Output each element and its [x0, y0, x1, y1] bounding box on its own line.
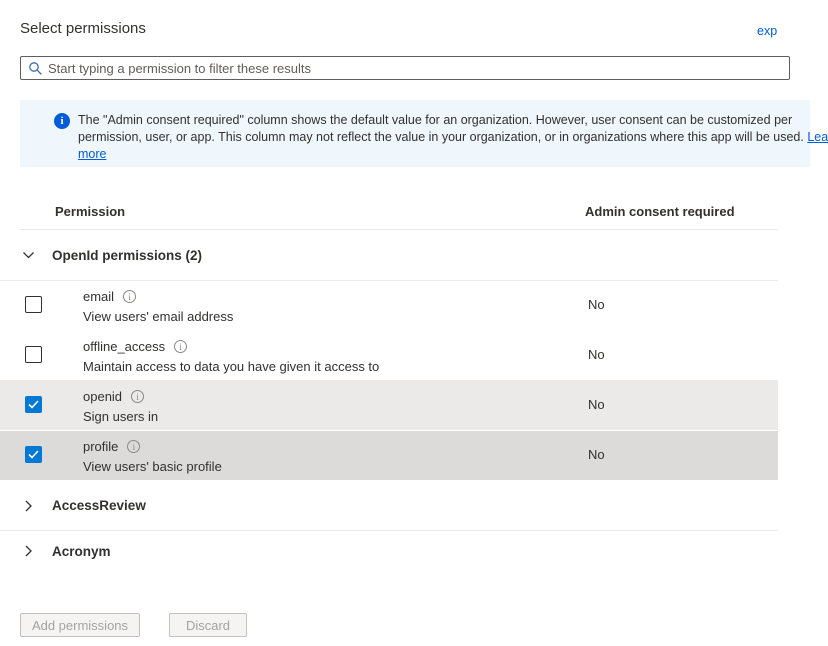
chevron-down-icon[interactable] — [22, 249, 35, 262]
page-title: Select permissions — [20, 20, 146, 37]
permission-name: offline_access — [83, 339, 166, 354]
info-icon: i — [54, 113, 70, 129]
search-icon — [28, 61, 42, 75]
permission-name: email — [83, 289, 115, 304]
discard-button[interactable]: Discard — [169, 613, 247, 637]
learn-more-link-wrap[interactable]: more — [78, 147, 107, 161]
offline-access-checkbox[interactable] — [25, 346, 42, 363]
banner-text-line2: permission, user, or app. This column may not reflect the value in your organization, or in organizations where this app will be used. Lea — [78, 130, 828, 144]
column-header-permission: Permission — [55, 204, 126, 219]
permission-name-row — [83, 389, 144, 404]
permission-description: Sign users in — [83, 409, 159, 424]
permission-description: View users' basic profile — [83, 459, 222, 474]
permission-row-openid[interactable] — [0, 381, 778, 431]
admin-consent-value: No — [588, 347, 605, 362]
group-label: AccessReview — [52, 498, 146, 513]
permission-description: View users' email address — [83, 309, 234, 324]
permission-name-row — [83, 439, 140, 454]
group-row-openid-permissions[interactable] — [0, 230, 778, 281]
permission-description: Maintain access to data you have given it access to — [83, 359, 380, 374]
admin-consent-value: No — [588, 297, 605, 312]
banner-text-line1: The "Admin consent required" column shows the default value for an organization. However, user consent can be customized per — [78, 113, 793, 127]
info-tooltip-icon[interactable]: i — [123, 290, 136, 303]
chevron-right-icon[interactable] — [22, 545, 35, 558]
permission-row-email[interactable] — [0, 281, 778, 331]
info-tooltip-icon[interactable]: i — [174, 340, 187, 353]
permission-name-row — [83, 339, 187, 354]
banner-text-line3 — [78, 146, 802, 163]
learn-more-link[interactable]: Lea — [807, 130, 828, 144]
permission-list — [0, 230, 778, 560]
permission-name: openid — [83, 389, 123, 404]
search-input[interactable] — [48, 58, 789, 78]
permission-row-profile[interactable] — [0, 431, 778, 481]
info-tooltip-icon[interactable]: i — [131, 390, 144, 403]
admin-consent-value: No — [588, 447, 605, 462]
group-row-acronym[interactable] — [0, 531, 778, 581]
info-tooltip-icon[interactable]: i — [127, 440, 140, 453]
expand-all-link[interactable]: exp — [757, 24, 778, 38]
chevron-right-icon[interactable] — [22, 499, 35, 512]
email-checkbox[interactable] — [25, 296, 42, 313]
profile-checkbox[interactable] — [25, 446, 42, 463]
group-label: Acronym — [52, 544, 111, 559]
openid-checkbox[interactable] — [25, 396, 42, 413]
search-box[interactable] — [20, 56, 790, 80]
permission-row-offline-access[interactable] — [0, 331, 778, 381]
admin-consent-value: No — [588, 397, 605, 412]
group-row-accessreview[interactable] — [0, 481, 778, 531]
info-banner — [20, 100, 828, 167]
permission-name-row — [83, 289, 136, 304]
add-permissions-button[interactable]: Add permissions — [20, 613, 140, 637]
permission-name: profile — [83, 439, 119, 454]
column-header-admin-consent: Admin consent required — [585, 204, 735, 219]
group-label: OpenId permissions (2) — [52, 247, 203, 263]
